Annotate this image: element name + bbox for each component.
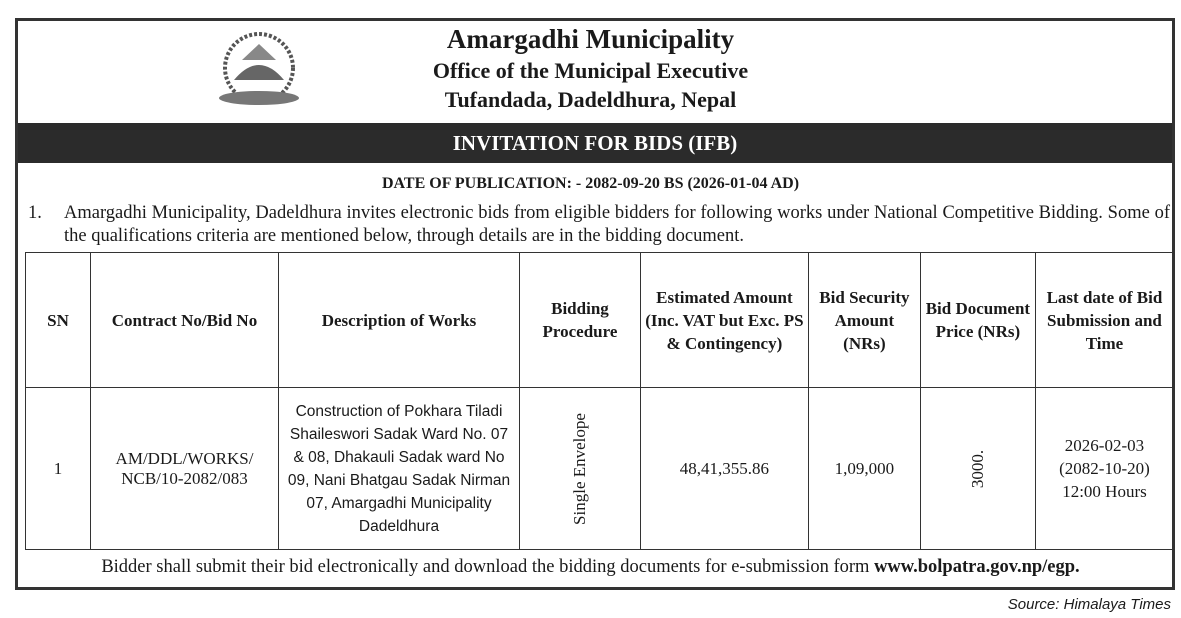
- intro-paragraph: [28, 202, 1170, 248]
- bids-table: [25, 252, 1174, 550]
- header-doc-price: Bid Document Price (NRs): [920, 253, 1035, 388]
- deadline-date: 2026-02-03: [1064, 436, 1145, 455]
- notice-title: INVITATION FOR BIDS (IFB): [18, 123, 1172, 163]
- doc-price-text: 3000.: [967, 449, 987, 488]
- table-row: [26, 388, 1174, 550]
- intro-text: Amargadhi Municipality, Dadeldhura invites electronic bids from eligible bidders for following works under National Competitive Bidding. Some of the qualifications criteria are mentioned below, through details are in the bidding document.: [64, 203, 1170, 246]
- cell-estimated: 48,41,355.86: [640, 388, 808, 550]
- office-name: Office of the Municipal Executive: [432, 58, 749, 83]
- cell-contract: AM/DDL/WORKS/ NCB/10-2082/083: [91, 388, 279, 550]
- footer-note: [0, 557, 1181, 578]
- header-description: Description of Works: [279, 253, 520, 388]
- procedure-text: Single Envelope: [569, 412, 589, 525]
- header-sn: SN: [26, 253, 91, 388]
- footer-text: Bidder shall submit their bid electronically and download the bidding documents for e-submission form: [101, 557, 875, 577]
- table-header-row: [26, 253, 1174, 388]
- org-name: Amargadhi Municipality: [446, 24, 735, 54]
- source-credit: Source: Himalaya Times: [1007, 596, 1171, 613]
- cell-procedure: [520, 388, 641, 550]
- cell-security: 1,09,000: [808, 388, 920, 550]
- cell-sn: 1: [26, 388, 91, 550]
- bolpatra-link[interactable]: www.bolpatra.gov.np/egp.: [874, 557, 1080, 577]
- address: Tufandada, Dadeldhura, Nepal: [444, 87, 737, 112]
- header-estimated: Estimated Amount (Inc. VAT but Exc. PS & Contingency): [640, 253, 808, 388]
- cell-description: Construction of Pokhara Tiladi Shaileswori Sadak Ward No. 07 & 08, Dhakauli Sadak ward No 09, Nani Bhatgau Sadak Nirman 07, Amargadhi Municipality Dadeldhura: [279, 388, 520, 550]
- cell-deadline: [1035, 388, 1173, 550]
- deadline-bs: (2082-10-20): [1059, 459, 1150, 478]
- publication-date: DATE OF PUBLICATION: - 2082-09-20 BS (2026-01-04 AD): [381, 175, 800, 192]
- header-security: Bid Security Amount (NRs): [808, 253, 920, 388]
- cell-doc-price: [920, 388, 1035, 550]
- header-deadline: Last date of Bid Submission and Time: [1035, 253, 1173, 388]
- deadline-time: 12:00 Hours: [1062, 482, 1147, 501]
- header-contract: Contract No/Bid No: [91, 253, 279, 388]
- intro-number: 1.: [28, 203, 42, 223]
- header-procedure: Bidding Procedure: [520, 253, 641, 388]
